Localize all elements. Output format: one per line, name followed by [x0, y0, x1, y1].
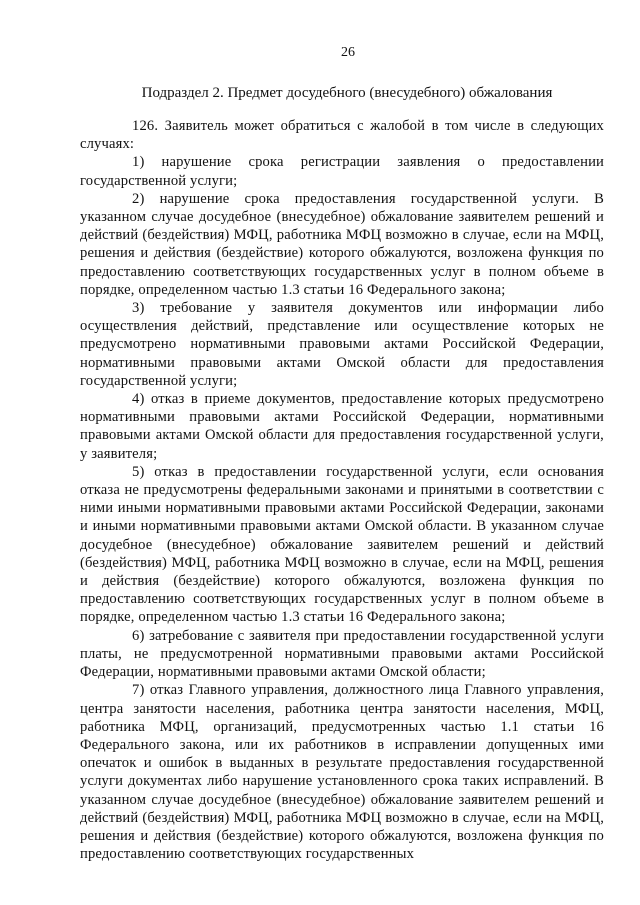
paragraph-item-5: 5) отказ в предоставлении государственной услуги, если основания отказа не предусмотрены федеральными законами и принятыми в соответствии с ними иными нормативными правовыми актами Российской Федерации, законами и иными нормативными правовыми актами Омской области. В указанном случае досудебное (внесудебное) обжалование заявителем решений и действий (бездействия) МФЦ, работника МФЦ возможно в случае, если на МФЦ, решения и действия (бездействие) которого обжалуются, возложена функция по предоставлению соответствующих государственных услуг в полном объеме в порядке, определенном частью 1.3 статьи 16 Федерального закона; [80, 463, 604, 626]
paragraph-item-3: 3) требование у заявителя документов или информации либо осуществления действий, представление или осуществление которых не предусмотрено нормативными правовыми актами Российской Федерации, нормативными правовыми актами Омской области для предоставления государственной услуги; [80, 300, 604, 389]
document-body [80, 117, 604, 863]
paragraph-item-2: 2) нарушение срока предоставления государственной услуги. В указанном случае досудебное (внесудебное) обжалование заявителем решений и действий (бездействия) МФЦ, работника МФЦ возможно в случае, если на МФЦ, решения и действия (бездействие) которого обжалуются, возложена функция по предоставлению соответствующих государственных услуг в полном объеме в порядке, определенном частью 1.3 статьи 16 Федерального закона; [80, 190, 604, 298]
page-number: 26 [341, 45, 355, 60]
paragraph-item-1: 1) нарушение срока регистрации заявления о предоставлении государственной услуги; [80, 154, 604, 189]
paragraph-item-7: 7) отказ Главного управления, должностного лица Главного управления, центра занятости населения, работника центра занятости населения, МФЦ, работника МФЦ, организаций, предусмотренных частью 1.1 статьи 16 Федерального закона, или их работников в исправлении допущенных ими опечаток и ошибок в выданных в результате предоставления государственной услуги документах либо нарушение установленного срока таких исправлений. В указанном случае досудебное (внесудебное) обжалование заявителем решений и действий (бездействия) МФЦ, работника МФЦ возможно в случае, если на МФЦ, решения и действия (бездействие) которого обжалуются, возложена функция по предоставлению соответствующих государственных [80, 682, 604, 863]
section-heading: Подраздел 2. Предмет досудебного (внесудебного) обжалования [141, 85, 553, 101]
paragraph-126-intro: 126. Заявитель может обратиться с жалобой в том числе в следующих случаях: [80, 118, 604, 153]
paragraph-item-6: 6) затребование с заявителя при предоставлении государственной услуги платы, не предусмотренной нормативными правовыми актами Российской Федерации, нормативными правовыми актами Омской области; [80, 627, 604, 681]
paragraph-item-4: 4) отказ в приеме документов, предоставление которых предусмотрено нормативными правовыми актами Российской Федерации, нормативными правовыми актами Омской области для предоставления государственной услуги, у заявителя; [80, 391, 604, 462]
